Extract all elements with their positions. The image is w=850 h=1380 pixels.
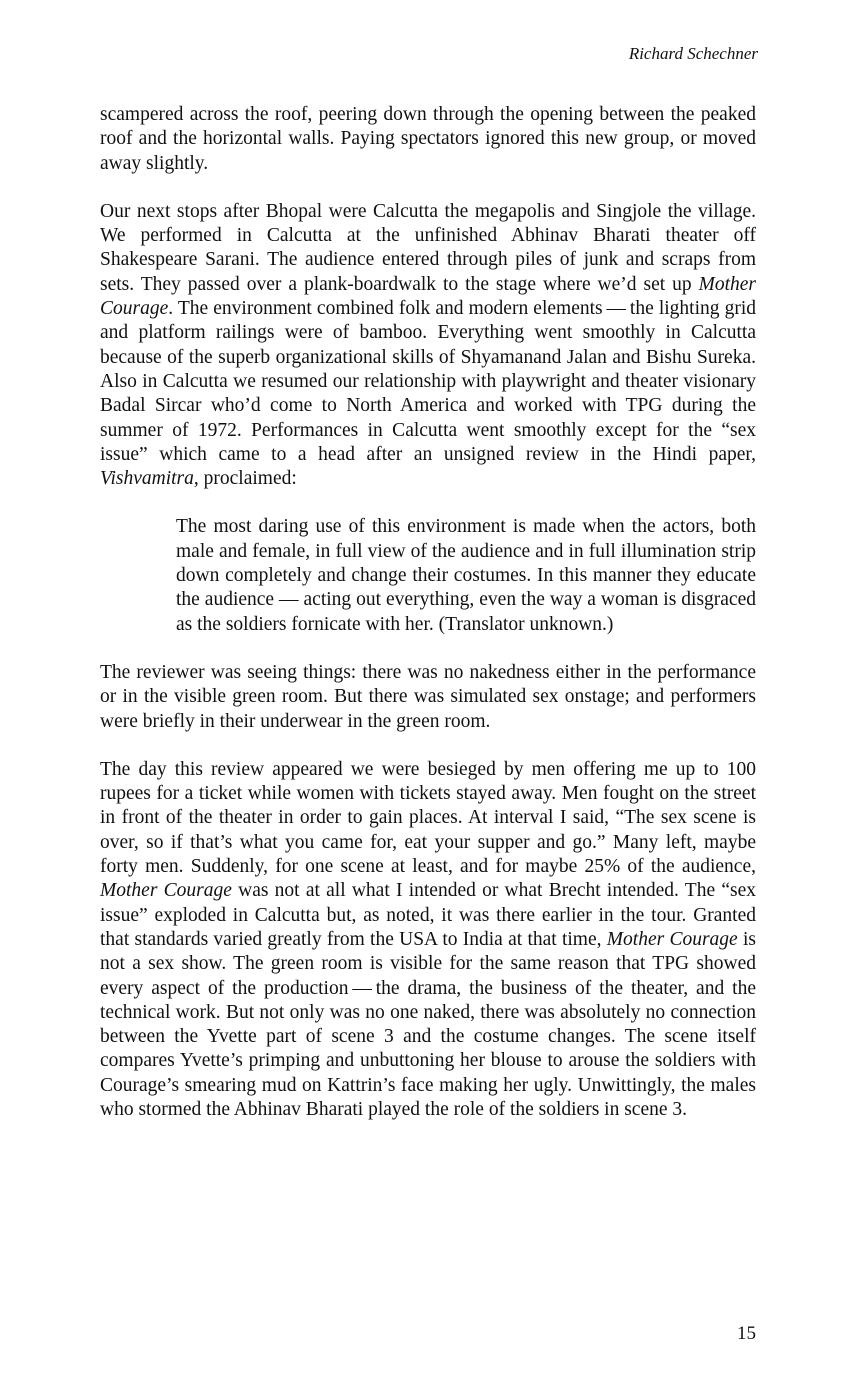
paragraph-1: scampered across the roof, peering down through the opening between the peaked roof and the horizontal walls. Paying spectators ignored this new group, or moved away slightly. (100, 104, 756, 174)
play-title: Mother Courage (606, 928, 738, 950)
running-head: Richard Schechner (628, 44, 758, 63)
paragraph-4 (100, 758, 756, 1122)
body-text (100, 103, 756, 1122)
paragraph-4-text-b: was not at all what I intended or what Brecht intended. The “sex issue” exploded in Calcutta but, as noted, it was there earlier in the tour. Granted that standards varied greatly from the USA to India at that time, (100, 880, 756, 950)
paragraph-4-text-a: The day this review appeared we were besieged by men offering me up to 100 rupees for a ticket while women with tickets stayed away. Men fought on the street in front of the theater in order to gain places. At interval I said, “The sex scene is over, so if that’s what you came for, eat your supper and go.” Many left, maybe forty men. Suddenly, for one scene at least, and for maybe 25% of the audience, (100, 758, 756, 878)
paragraph-2-text-a: Our next stops after Bhopal were Calcutta the megapolis and Singjole the village. We performed in Calcutta at the unfinished Abhinav Bharati theater off Shakespeare Sarani. The audience entered through piles of junk and scraps from sets. They passed over a plank-boardwalk to the stage where we’d set up (100, 200, 756, 295)
block-quote: The most daring use of this environment is made when the actors, both male and female, in full view of the audience and in full illumination strip down completely and change their costumes. In this manner they educate the audience — acting out everything, even the way a woman is disgraced as the soldiers fornicate with her. (Translator unknown.) (176, 516, 756, 635)
paragraph-3: The reviewer was seeing things: there was no nakedness either in the performance or in the visible green room. But there was simulated sex onstage; and performers were briefly in their underwear in the green room. (100, 661, 756, 732)
play-title: Mother Courage (100, 880, 232, 902)
newspaper-title: Vishvamitra (100, 468, 194, 490)
paragraph-2-text-b: . The environment combined folk and modern elements — the lighting grid and platform railings were of bamboo. Everything went smoothly in Calcutta because of the superb organizational skills of Shyamanand Jalan and Bishu Sureka. Also in Calcutta we resumed our relationship with playwright and theater visionary Badal Sircar who’d come to North America and worked with TPG during the summer of 1972. Performances in Calcutta went smoothly except for the “sex issue” which came to a head after an unsigned review in the Hindi paper, (100, 298, 756, 465)
paragraph-4-text-c: is not a sex show. The green room is visible for the same reason that TPG showed every aspect of the production — the drama, the business of the theater, and the technical work. But not only was no one naked, there was absolutely no connection between the Yvette part of scene 3 and the costume changes. The scene itself compares Yvette’s primping and unbuttoning her blouse to arouse the soldiers with Courage’s smearing mud on Kattrin’s face making her ugly. Unwittingly, the males who stormed the Abhinav Bharati played the role of the soldiers in scene 3. (100, 928, 756, 1120)
page-number: 15 (737, 1323, 756, 1344)
paragraph-2-text-c: , proclaimed: (193, 468, 297, 490)
play-title: Mother Courage (100, 273, 756, 320)
paragraph-2 (100, 200, 756, 492)
